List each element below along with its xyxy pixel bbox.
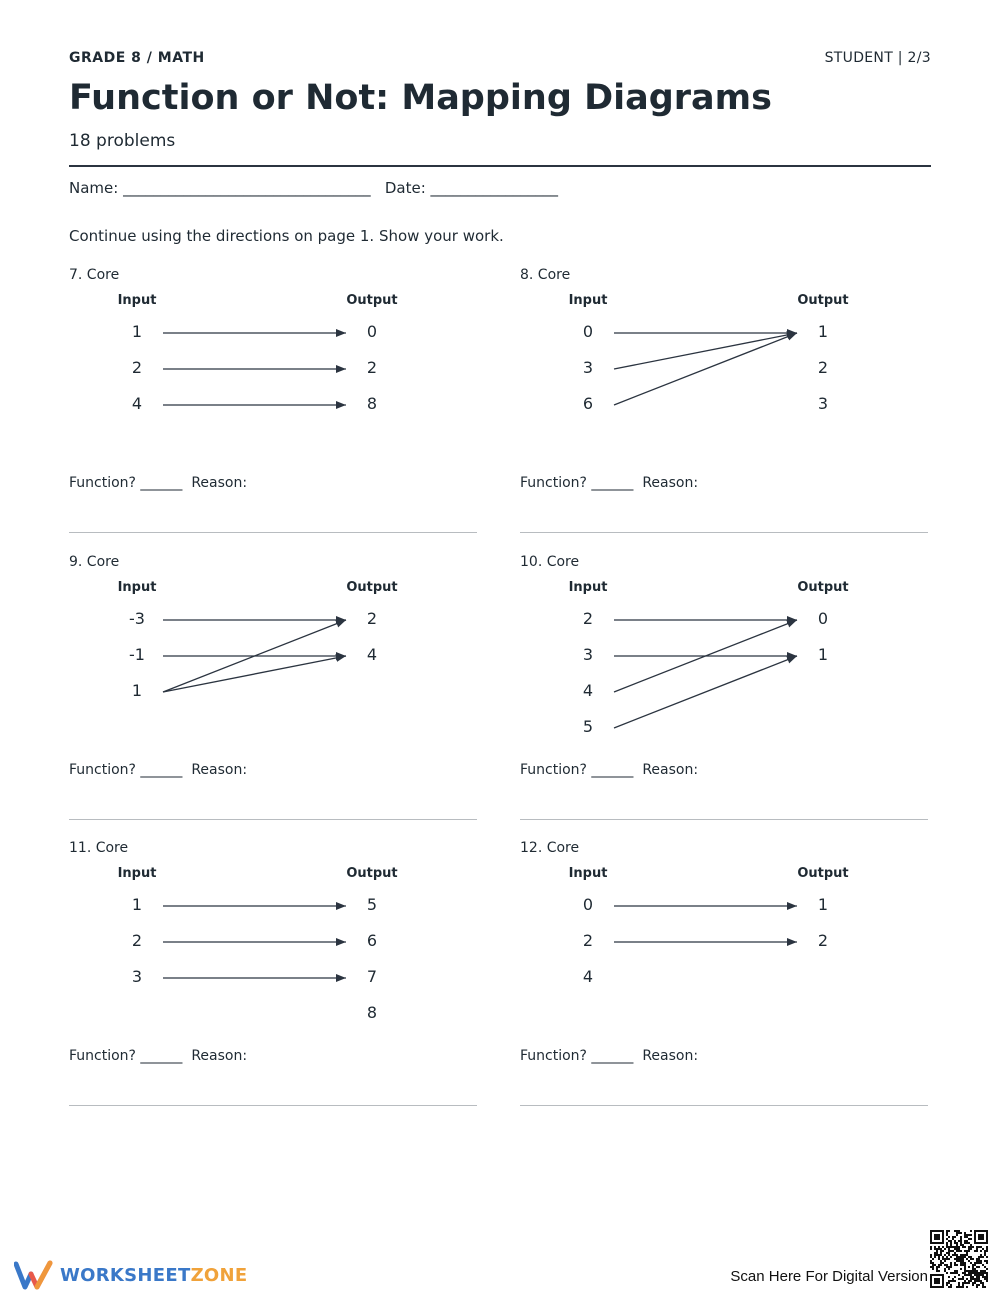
input-column-heading: Input bbox=[568, 580, 608, 595]
problem-label: 9. Core bbox=[69, 554, 120, 570]
directions-text: Continue using the directions on page 1. Show your work. bbox=[69, 227, 504, 245]
answer-rule[interactable] bbox=[69, 819, 477, 820]
input-value: 4 bbox=[131, 394, 143, 413]
input-value: -3 bbox=[129, 609, 145, 628]
input-value: 3 bbox=[582, 645, 594, 664]
output-value: 2 bbox=[817, 358, 829, 377]
output-column-heading: Output bbox=[346, 293, 398, 308]
input-value: -1 bbox=[129, 645, 145, 664]
answer-rule[interactable] bbox=[69, 532, 477, 533]
output-value: 1 bbox=[817, 895, 829, 914]
input-value: 3 bbox=[131, 967, 143, 986]
output-column-heading: Output bbox=[797, 293, 849, 308]
mapping-arrows bbox=[520, 267, 930, 547]
function-answer-line[interactable]: Function? ______ Reason: bbox=[69, 475, 248, 491]
output-value: 3 bbox=[817, 394, 829, 413]
mapping-arrows bbox=[520, 840, 930, 1120]
input-column-heading: Input bbox=[117, 866, 157, 881]
answer-rule[interactable] bbox=[520, 819, 928, 820]
output-value: 2 bbox=[817, 931, 829, 950]
problem-card bbox=[69, 267, 479, 547]
mapping-arrow bbox=[614, 333, 797, 405]
input-column-heading: Input bbox=[117, 293, 157, 308]
page-title: Function or Not: Mapping Diagrams bbox=[69, 78, 772, 118]
output-value: 8 bbox=[366, 1003, 378, 1022]
logo-w-icon bbox=[14, 1260, 56, 1290]
output-value: 8 bbox=[366, 394, 378, 413]
page-indicator: STUDENT | 2/3 bbox=[824, 50, 931, 66]
answer-rule[interactable] bbox=[520, 532, 928, 533]
output-value: 2 bbox=[366, 358, 378, 377]
function-answer-line[interactable]: Function? ______ Reason: bbox=[520, 762, 699, 778]
output-value: 0 bbox=[817, 609, 829, 628]
output-value: 7 bbox=[366, 967, 378, 986]
input-value: 1 bbox=[131, 681, 143, 700]
mapping-arrows bbox=[69, 554, 479, 834]
input-value: 0 bbox=[582, 895, 594, 914]
problem-card bbox=[520, 554, 930, 834]
problem-label: 7. Core bbox=[69, 267, 120, 283]
output-column-heading: Output bbox=[346, 866, 398, 881]
problem-label: 12. Core bbox=[520, 840, 580, 856]
output-value: 1 bbox=[817, 645, 829, 664]
input-value: 6 bbox=[582, 394, 594, 413]
input-value: 2 bbox=[131, 358, 143, 377]
output-value: 6 bbox=[366, 931, 378, 950]
input-column-heading: Input bbox=[117, 580, 157, 595]
output-value: 1 bbox=[817, 322, 829, 341]
input-value: 2 bbox=[131, 931, 143, 950]
problem-card bbox=[520, 267, 930, 547]
input-value: 1 bbox=[131, 322, 143, 341]
problem-card bbox=[520, 840, 930, 1120]
mapping-arrows bbox=[69, 267, 479, 547]
input-column-heading: Input bbox=[568, 866, 608, 881]
problem-label: 10. Core bbox=[520, 554, 580, 570]
input-value: 5 bbox=[582, 717, 594, 736]
input-value: 0 bbox=[582, 322, 594, 341]
worksheetzone-logo bbox=[14, 1258, 248, 1292]
problem-card bbox=[69, 840, 479, 1120]
input-value: 2 bbox=[582, 609, 594, 628]
mapping-arrows bbox=[520, 554, 930, 834]
problem-label: 8. Core bbox=[520, 267, 571, 283]
input-value: 2 bbox=[582, 931, 594, 950]
mapping-arrow bbox=[614, 333, 797, 369]
mapping-arrow bbox=[163, 656, 346, 692]
problem-label: 11. Core bbox=[69, 840, 129, 856]
logo-word-zone: ZONE bbox=[190, 1264, 248, 1286]
output-value: 5 bbox=[366, 895, 378, 914]
mapping-arrows bbox=[69, 840, 479, 1120]
output-value: 4 bbox=[366, 645, 378, 664]
logo-word-worksheet: WORKSHEET bbox=[60, 1264, 191, 1286]
output-value: 0 bbox=[366, 322, 378, 341]
problem-count: 18 problems bbox=[69, 131, 176, 151]
input-value: 3 bbox=[582, 358, 594, 377]
output-value: 2 bbox=[366, 609, 378, 628]
scan-caption: Scan Here For Digital Version bbox=[730, 1268, 928, 1285]
function-answer-line[interactable]: Function? ______ Reason: bbox=[69, 1048, 248, 1064]
function-answer-line[interactable]: Function? ______ Reason: bbox=[69, 762, 248, 778]
answer-rule[interactable] bbox=[520, 1105, 928, 1106]
output-column-heading: Output bbox=[797, 866, 849, 881]
function-answer-line[interactable]: Function? ______ Reason: bbox=[520, 475, 699, 491]
answer-rule[interactable] bbox=[69, 1105, 477, 1106]
grade-subject-label: GRADE 8 / MATH bbox=[69, 50, 205, 66]
input-value: 4 bbox=[582, 681, 594, 700]
output-column-heading: Output bbox=[346, 580, 398, 595]
function-answer-line[interactable]: Function? ______ Reason: bbox=[520, 1048, 699, 1064]
logo-wordmark bbox=[60, 1265, 248, 1286]
output-column-heading: Output bbox=[797, 580, 849, 595]
qr-code-icon[interactable] bbox=[930, 1230, 988, 1288]
mapping-arrow bbox=[614, 656, 797, 728]
name-date-line[interactable]: Name: _________________________________ Date: _________________ bbox=[69, 179, 559, 197]
input-value: 1 bbox=[131, 895, 143, 914]
header-divider bbox=[69, 165, 931, 167]
problem-card bbox=[69, 554, 479, 834]
input-value: 4 bbox=[582, 967, 594, 986]
input-column-heading: Input bbox=[568, 293, 608, 308]
